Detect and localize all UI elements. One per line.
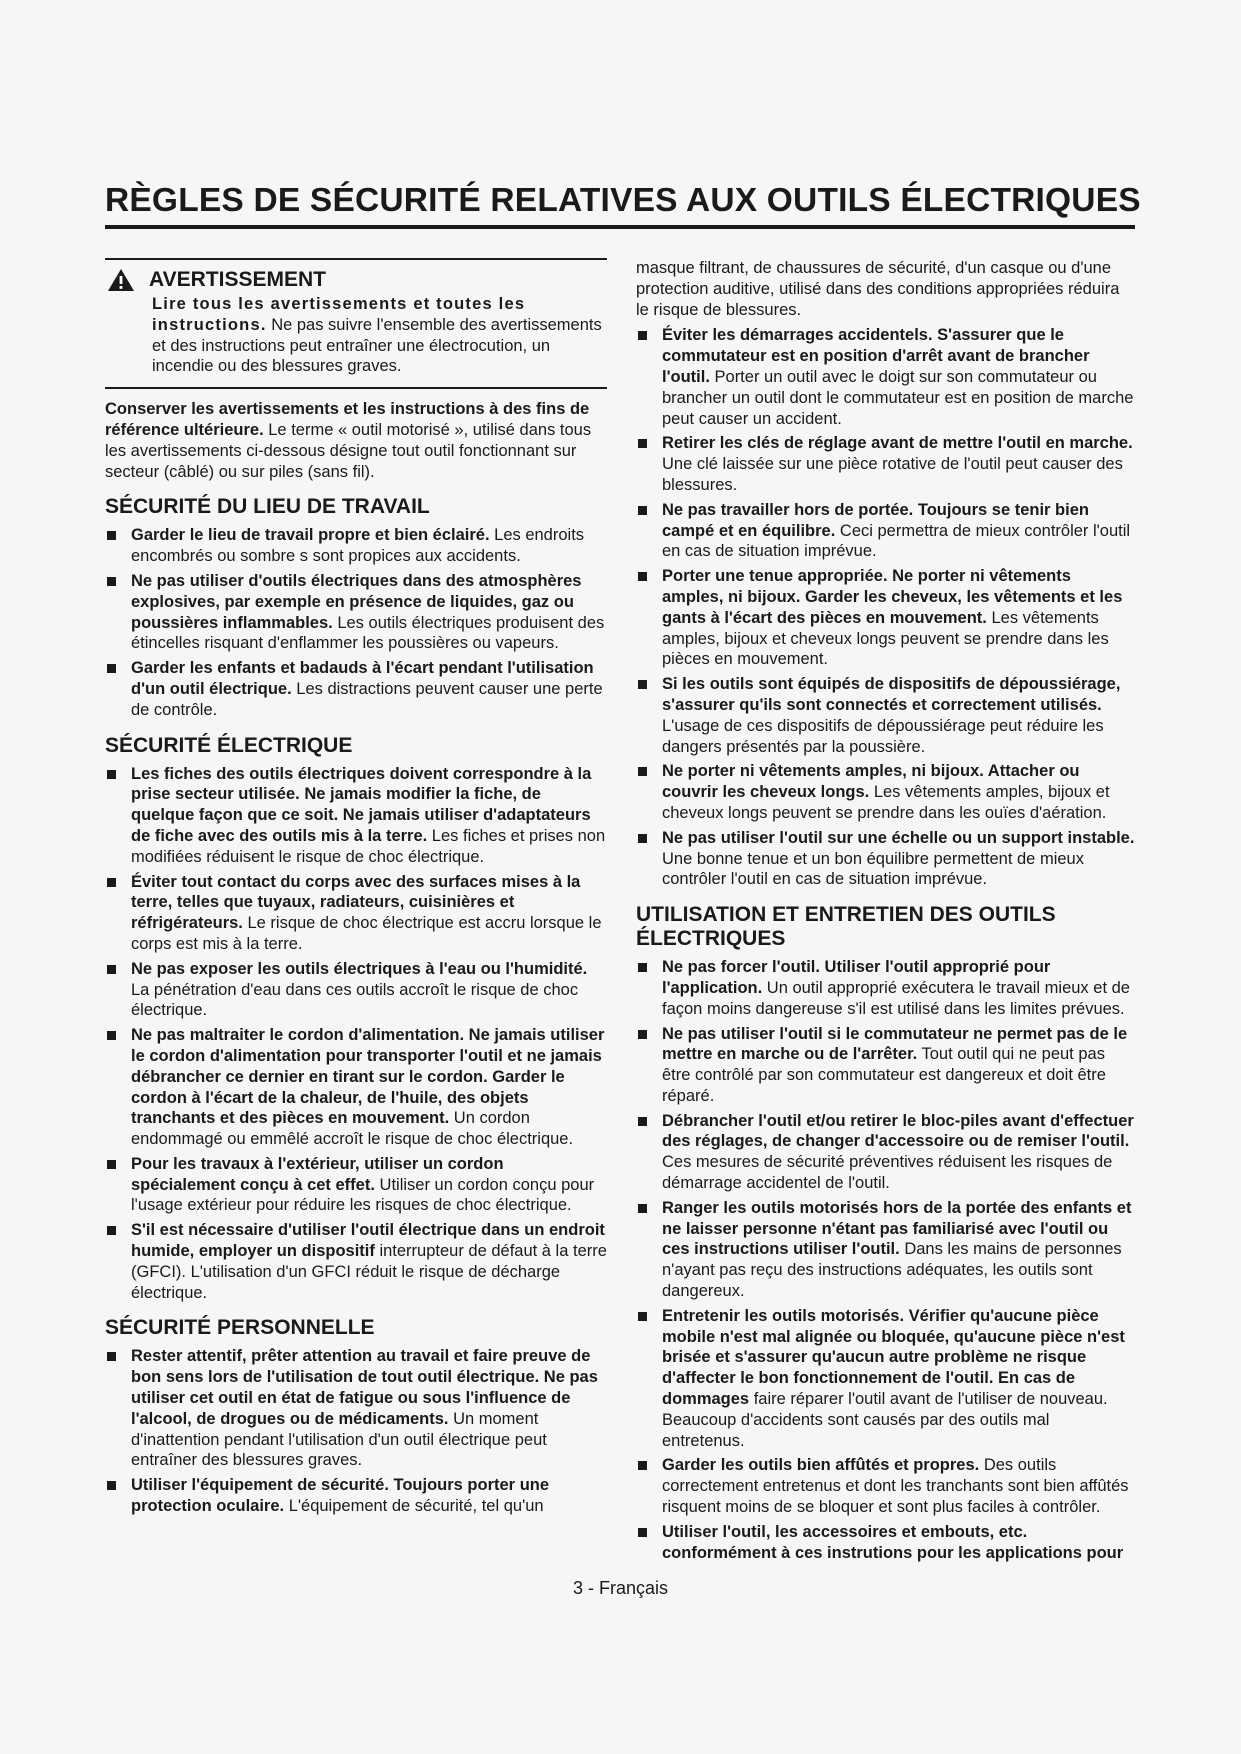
section-heading: SÉCURITÉ PERSONNELLE [105,1316,375,1340]
square-bullet-icon [638,439,647,448]
item-bold-text: Garder les enfants et badauds à l'écart pendant l'utilisation d'un outil électrique. [131,659,594,698]
list-item [636,500,1136,562]
square-bullet-icon [107,1160,116,1169]
list-item [636,957,1136,1019]
square-bullet-icon [638,1312,647,1321]
square-bullet-icon [638,506,647,515]
item-text: Les vêtements amples, bijoux et cheveux longs peuvent se prendre dans les pièces en mouvement. [662,608,1109,669]
item-bold-text: Éviter tout contact du corps avec des surfaces mises à la terre, telles que tuyaux, radiateurs, cuisinières et réfrigérateurs. [131,872,581,933]
right-section [636,903,1136,1563]
section-heading: SÉCURITÉ DU LIEU DE TRAVAIL [105,495,430,519]
item-text: faire réparer l'outil avant de l'utiliser de nouveau. Beaucoup d'accidents sont causés par des outils mal entretenus. [662,1390,1108,1450]
warning-triangle-icon [107,268,135,292]
item-text: Un cordon endommagé ou emmêlé accroît le risque de choc électrique. [131,1109,574,1149]
list-item [636,325,1136,429]
item-text: Une bonne tenue et un bon équilibre permettent de mieux contrôler l'outil en cas de situation imprévue. [662,849,1084,889]
item-text: Les outils électriques produisent des étincelles risquant d'enflammer les poussières ou vapeurs. [131,613,605,653]
intro-paragraph [105,399,607,482]
right-column [636,258,1136,1567]
item-bold-text: S'il est nécessaire d'utiliser l'outil électrique dans un endroit humide, employer un dispositif [131,1221,605,1261]
list-item [636,674,1136,757]
list-item [636,828,1136,890]
item-text: Les endroits encombrés ou sombre s sont propices aux accidents. [131,526,585,566]
warning-heading-row [107,268,607,292]
square-bullet-icon [638,1528,647,1537]
item-text: Le risque de choc électrique est accru lorsque le corps est mis à la terre. [131,914,602,953]
intro-text: Le terme « outil motorisé », utilisé dans tous les avertissements ci-dessous désigne tout outil fonctionnant sur secteur (câblé) ou sur piles (sans fil). [105,420,592,481]
square-bullet-icon [638,1461,647,1470]
item-bold-text: Débrancher l'outil et/ou retirer le bloc-piles avant d'effectuer des réglages, de changer d'accessoire ou de remiser l'outil. [662,1111,1134,1151]
item-text: La pénétration d'eau dans ces outils accroît le risque de choc électrique. [131,980,579,1020]
list-item [105,658,607,720]
item-text: L'usage de ces dispositifs de dépoussiérage peut réduire les dangers présentés par la poussière. [662,716,1104,756]
square-bullet-icon [107,878,116,887]
item-text: Utiliser un cordon conçu pour l'usage extérieur pour réduire les risques de choc électrique. [131,1175,595,1215]
item-text: interrupteur de défaut à la terre (GFCI). L'utilisation d'un GFCI réduit le risque de décharge électrique. [131,1242,607,1302]
list-item [105,872,607,955]
list-item [636,433,1136,495]
item-text: Une clé laissée sur une pièce rotative de l'outil peut causer des blessures. [662,455,1123,494]
square-bullet-icon [638,331,647,340]
section-heading: UTILISATION ET ENTRETIEN DES OUTILS ÉLECTRIQUES [636,903,1056,951]
list-item [105,959,607,1021]
warning-bottom-rule [105,387,607,389]
square-bullet-icon [638,572,647,581]
square-bullet-icon [107,1226,116,1235]
list-item [636,566,1136,670]
item-text: Un moment d'inattention pendant l'utilisation d'un outil électrique peut entraîner des blessures graves. [131,1409,547,1470]
square-bullet-icon [638,767,647,776]
list-item [636,1306,1136,1452]
list-item [105,1346,607,1471]
list-item [636,1522,1136,1564]
square-bullet-icon [638,834,647,843]
list-item [105,525,607,567]
page-title: RÈGLES DE SÉCURITÉ RELATIVES AUX OUTILS ÉLECTRIQUES [105,182,1141,219]
item-text: Dans les mains de personnes n'ayant pas reçu des instructions adéquates, les outils sont dangereux. [662,1240,1122,1301]
item-bold-text: Ne pas utiliser l'outil sur une échelle ou un support instable. [662,828,1135,847]
item-text: Les distractions peuvent causer une perte de contrôle. [131,679,603,719]
item-bold-text: Ne pas utiliser d'outils électriques dans des atmosphères explosives, par exemple en présence de liquides, gaz ou poussières inflammables. [131,571,582,632]
list-item [636,761,1136,823]
intro-bold: Conserver les avertissements et les instructions à des fins de référence ultérieure. [105,400,590,439]
list-item [636,1455,1136,1517]
item-bold-text: Ne pas exposer les outils électriques à l'eau ou l'humidité. [131,959,588,978]
item-bold-text: Retirer les clés de réglage avant de mettre l'outil en marche. [662,434,1133,453]
square-bullet-icon [107,770,116,779]
warning-heading: AVERTISSEMENT [149,267,326,291]
list-item [636,1198,1136,1302]
left-column [105,258,607,1521]
item-text: Ceci permettra de mieux contrôler l'outil en cas de situation imprévue. [662,521,1131,561]
title-underline [105,225,1135,229]
square-bullet-icon [638,1030,647,1039]
item-bold-text: Porter une tenue appropriée. Ne porter ni vêtements amples, ni bijoux. Garder les cheveux, les vêtements et les gants à l'écart des pièces en mouvement. [662,567,1123,627]
square-bullet-icon [638,1204,647,1213]
item-bold-text: Utiliser l'outil, les accessoires et embouts, etc. conformément à ces instrutions pour les applications pour [662,1522,1124,1562]
item-bold-text: Ne pas utiliser l'outil si le commutateur ne permet pas de le mettre en marche ou de l'arrêter. [662,1024,1128,1064]
list-item [105,571,607,654]
item-text: Des outils correctement entretenus et dont les tranchants sont bien affûtés risquent moins de se bloquer et sont plus faciles à contrôler. [662,1456,1129,1517]
item-bold-text: Entretenir les outils motorisés. Vérifier qu'aucune pièce mobile n'est mal alignée ou bloquée, qu'aucune pièce n'est brisée et s'assurer qu'aucun autre problème ne risque d'affecter le bon fonctionnement de l'outil. En cas de dommages [662,1306,1125,1409]
item-bold-text: Ranger les outils motorisés hors de la portée des enfants et ne laisser personne n'étant pas familiarisé avec l'outil ou ces instructions utiliser l'outil. [662,1198,1132,1259]
item-text: Porter un outil avec le doigt sur son commutateur ou brancher un outil dont le commutateur est en position de marche peut causer un accident. [662,367,1134,428]
list-item [105,1220,607,1303]
item-bold-text: Ne pas travailler hors de portée. Toujours se tenir bien campé et en équilibre. [662,500,1089,540]
list-item [636,1111,1136,1194]
item-bold-text: Utiliser l'équipement de sécurité. Toujours porter une protection oculaire. [131,1476,550,1516]
square-bullet-icon [107,1031,116,1040]
item-bold-text: Garder les outils bien affûtés et propres. [662,1456,980,1475]
item-bold-text: Pour les travaux à l'extérieur, utiliser un cordon spécialement conçu à cet effet. [131,1154,504,1194]
list-item [105,764,607,868]
square-bullet-icon [107,1481,116,1490]
warning-lead: Lire tous les avertissements et toutes les instructions. [152,295,526,334]
item-bold-text: Ne porter ni vêtements amples, ni bijoux. Attacher ou couvrir les cheveux longs. [662,762,1080,802]
list-item [636,1024,1136,1107]
item-bold-text: Rester attentif, prêter attention au travail et faire preuve de bon sens lors de l'utilisation de tout outil électrique. Ne pas utiliser cet outil en état de fatigue ou sous l'influence de l'alcool, de drogues ou de médicaments. [131,1347,598,1428]
warning-text: Ne pas suivre l'ensemble des avertissements et des instructions peut entraîner une électrocution, un incendie ou des blessures graves. [152,315,602,376]
item-bold-text: Éviter les démarrages accidentels. S'assurer que le commutateur est en position d'arrêt avant de brancher l'outil. [662,326,1090,386]
item-text: Ces mesures de sécurité préventives réduisent les risques de démarrage accidentel de l'outil. [662,1153,1113,1193]
item-bold-text: Ne pas maltraiter le cordon d'alimentation. Ne jamais utiliser le cordon d'alimentation pour transporter l'outil et ne jamais débrancher ce dernier en tirant sur le cordon. Garder le cordon à l'écart de la chaleur, de l'huile, des objets tranchants et des pièces en mouvement. [131,1026,605,1128]
square-bullet-icon [107,1352,116,1361]
page-footer: 3 - Français [572,1578,669,1598]
item-bold-text: Si les outils sont équipés de dispositifs de dépoussiérage, s'assurer qu'ils sont connectés et correctement utilisés. [662,675,1121,714]
item-text: Les fiches et prises non modifiées réduisent le risque de choc électrique. [131,826,606,866]
square-bullet-icon [638,963,647,972]
list-item [105,1475,607,1517]
continued-paragraph: masque filtrant, de chaussures de sécurité, d'un casque ou d'une protection auditive, utilisé dans des conditions appropriées réduira le risque de blessures. [636,259,1120,319]
square-bullet-icon [107,965,116,974]
square-bullet-icon [638,1117,647,1126]
square-bullet-icon [107,531,116,540]
left-sections [105,495,607,1516]
item-bold-text: Garder le lieu de travail propre et bien éclairé. [131,526,490,545]
item-bold-text: Ne pas forcer l'outil. Utiliser l'outil approprié pour l'application. [662,958,1051,997]
item-text: Tout outil qui ne peut pas être contrôlé par son commutateur est dangereux et doit être réparé. [662,1045,1106,1105]
list-item [105,1025,607,1150]
square-bullet-icon [107,577,116,586]
list-item [105,1154,607,1216]
right-items [636,325,1136,890]
square-bullet-icon [638,680,647,689]
item-text: L'équipement de sécurité, tel qu'un [284,1497,544,1516]
item-text: Les vêtements amples, bijoux et cheveux longs peuvent se prendre dans les ouïes d'aération. [662,783,1110,822]
item-text: Un outil approprié exécutera le travail mieux et de façon moins dangereuse s'il est utilisé dans les limites prévues. [662,978,1130,1018]
item-bold-text: Les fiches des outils électriques doivent correspondre à la prise secteur utilisée. Ne jamais modifier la fiche, de quelque façon que ce soit. Ne jamais utiliser d'adaptateurs de fiche avec des outils mis à la terre. [131,764,592,845]
square-bullet-icon [107,664,116,673]
section-heading: SÉCURITÉ ÉLECTRIQUE [105,733,353,757]
warning-body [152,294,607,377]
warning-box [105,260,607,387]
